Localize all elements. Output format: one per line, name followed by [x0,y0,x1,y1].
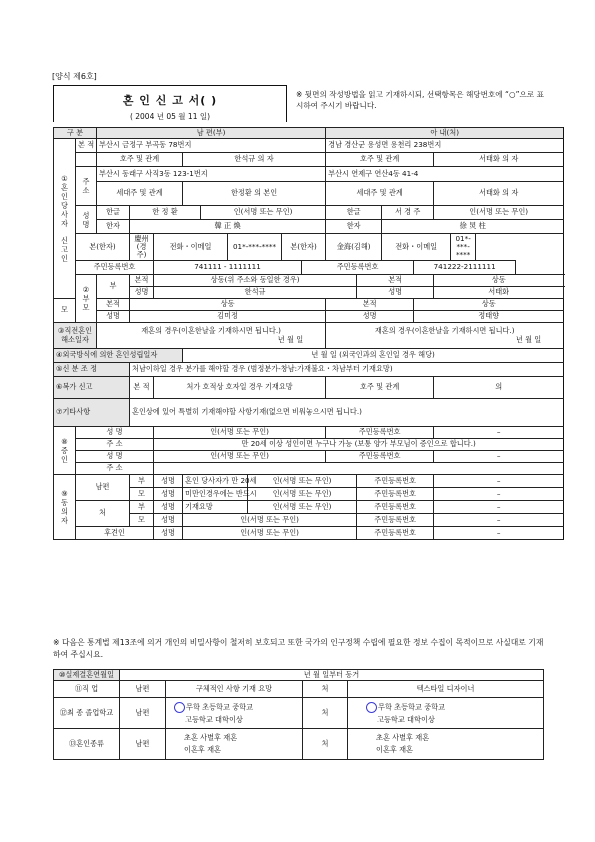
bon-label-bride: 본(한자) [282,234,326,261]
groom-bonjeok[interactable]: 부산시 금정구 부곡동 78번지 [97,139,326,153]
empty-cell [76,153,97,167]
witness2-sign[interactable]: 인(서명 또는 무인) [154,451,326,463]
consent-wm-rrn-label: 주민등록번호 [357,514,434,527]
guardian-sign[interactable]: 인(서명 또는 무인) [183,527,357,540]
consent-wf-name-label: 성명 [154,501,183,514]
witness1-rrn-label: 주민등록번호 [326,427,434,439]
occupation-husband-label: 남편 [120,681,166,698]
education-husband-label: 남편 [120,698,166,729]
prev-marriage-groom[interactable] [97,323,326,349]
bm-bonjeok-label: 본적 [326,299,414,311]
restore-hoju-value[interactable]: 의 [434,377,564,399]
consent-wf-sign[interactable]: 인(서명 또는 무인) [248,501,357,514]
education-husband-line1 [174,702,300,713]
consent-note-2: 미만인경우에는 반드시 [183,488,248,501]
consent-hf-sign[interactable]: 인(서명 또는 무인) [248,475,357,488]
consent-wf-label: 부 [130,501,154,514]
bride-sign[interactable]: 인(서명 또는 무인) [434,206,564,220]
education-wife-label: 처 [303,698,348,729]
education-husband-options2: 고등학교 대학이상 [185,714,243,724]
prev-marriage-groom-date: 년 월 일 [277,334,304,344]
bride-hoju[interactable]: 서태화 의 자 [434,153,564,167]
consent-hm-sign[interactable]: 인(서명 또는 무인) [248,488,357,501]
name-label: 성 명 [76,206,97,234]
gm-bonjeok-label: 본적 [97,299,130,311]
bonjeok-label: 본 적 [76,139,97,153]
bride-address[interactable]: 부산시 연제구 연산4동 41-4 [326,167,564,182]
side-label-consent-text: ⑨ 동 의 자 [61,489,68,525]
title-box [53,85,287,122]
side-label-parties-text: ① 혼 인 당 사 자 [61,174,68,228]
education-husband[interactable] [166,698,303,729]
witness2-rrn[interactable]: – [434,451,564,463]
marriage-type-wife[interactable] [348,729,544,760]
gf-name[interactable]: 한석규 [154,287,357,299]
groom-phone[interactable]: 01*-***-**** [228,234,282,261]
witness2-addr[interactable] [154,463,564,475]
side-label-parties [54,139,76,299]
bm-name-label: 성명 [326,311,414,323]
consent-wm-sign[interactable]: 인(서명 또는 무인) [183,514,357,527]
side-label-parents [76,275,97,323]
restore-hoju-label: 호주 및 관계 [326,377,434,399]
groom-address[interactable]: 부산시 동래구 사직3동 123-1번지 [97,167,326,182]
occupation-label: ⑪직 업 [54,681,120,698]
gm-name-label: 성명 [97,311,130,323]
marriage-type-husband-options2: 이혼후 재혼 [184,745,222,754]
gf-bonjeok[interactable]: 상동(위 주소와 동일한 경우) [154,275,357,287]
statistics-table [53,669,544,760]
restore-bonjeok-label: 본 적 [130,377,154,399]
groom-hoju[interactable]: 한석규 의 자 [183,153,326,167]
statistics-notice: ※ 다음은 통계법 제13조에 의거 개인의 비밀사항이 철저히 보호되고 또한 국가의 인구정책 수립에 필요한 정보 수집이 목적이므로 사실대로 기재하여 주십시요. [53,638,544,660]
hoju-label-bride: 호주 및 관계 [326,153,434,167]
bm-bonjeok[interactable]: 상동 [414,299,564,311]
occupation-husband[interactable]: 구체적인 사항 기재 요망 [166,681,303,698]
groom-sedae[interactable]: 한정환 의 본인 [183,182,326,206]
hanja-label-groom: 한자 [97,220,130,234]
mother-label: 모 [54,299,76,323]
consent-hf-rrn-label: 주민등록번호 [357,475,434,488]
gubun-header: 구 분 [54,128,97,139]
form-title: 혼 인 신 고 서( ) [122,94,218,107]
side-label-parents-text: ② 부 모 [82,285,90,312]
bon-label-groom: 본(한자) [76,234,130,261]
main-form-table [53,127,564,540]
gm-bonjeok[interactable]: 상동 [130,299,326,311]
occupation-wife[interactable]: 텍스타일 디자이너 [348,681,544,698]
side-label-consent [54,475,76,540]
bride-bon[interactable]: 金海(김해) [326,234,382,261]
education-label: ⑫최 종 졸업학교 [54,698,120,729]
consent-hm-name-label: 성명 [154,488,183,501]
bf-name-label: 성명 [357,287,434,299]
consent-hm-rrn[interactable]: – [434,488,564,501]
prev-marriage-label: ③직전혼인 해소일자 [54,323,97,349]
side-label-witness [54,427,76,475]
gm-name[interactable]: 김미정 [130,311,326,323]
groom-rrn[interactable]: 741111 - 1111111 [154,261,302,275]
prev-marriage-bride[interactable] [326,323,564,349]
guardian-name-label: 성명 [154,527,183,540]
bf-name[interactable]: 서태화 [434,287,564,299]
witness2-rrn-label: 주민등록번호 [326,451,434,463]
bf-bonjeok[interactable]: 상동 [434,275,564,287]
consent-wf-rrn-label: 주민등록번호 [357,501,434,514]
other-notes-label: ⑦기타사항 [54,399,130,427]
consent-husband-label: 남편 [76,475,130,501]
guardian-label: 후견인 [76,527,154,540]
sedae-label-bride: 세대주 및 관계 [326,182,434,206]
consent-wm-label: 모 [130,514,154,527]
bf-bonjeok-label: 본적 [357,275,434,287]
bride-rrn[interactable]: 741222-2111111 [414,261,516,275]
groom-sign[interactable]: 인(서명 또는 무인) [201,206,326,220]
consent-note-3: 기재요망 [183,501,248,514]
hangeul-label-bride: 한글 [326,206,382,220]
notice-text: ※ 뒷면의 작성방법을 읽고 기재하시되, 선택항목은 해당번호에 “○”으로 표시하여 주시기 바랍니다. [296,90,544,110]
gf-name-label: 성명 [130,287,154,299]
prev-marriage-bride-date: 년 월 일 [515,334,542,344]
restore-note[interactable]: 처가 호적상 호자일 경우 기재요망 [154,377,326,399]
bride-sedae[interactable]: 서태화 의 자 [434,182,564,206]
marriage-type-wife-options2: 이혼후 재혼 [376,745,414,754]
witness1-addr-label: 주 소 [76,439,154,451]
consent-hf-name-label: 성명 [154,475,183,488]
marriage-type-label: ⑬혼인종류 [54,729,120,760]
status-adjust-text[interactable]: 처남이하일 경우 분가를 해야할 경우 (범정분가-창남:가재불요・차남부터 기재요망) [130,363,564,377]
bride-header: 아 내(처) [326,128,564,139]
actual-marriage-date[interactable]: 년 월 일부터 동거 [120,670,544,681]
witness1-name-label: 성 명 [76,427,154,439]
gf-bonjeok-label: 본적 [130,275,154,287]
actual-marriage-label: ⑩실제결혼연월일 [54,670,120,681]
bride-name-kr[interactable]: 서 경 주 [382,206,434,220]
consent-hf-rrn[interactable]: – [434,475,564,488]
witness1-sign[interactable]: 인(서명 또는 무인) [154,427,326,439]
foreign-marriage-label: ④외국방식에 의한 혼인성립일자 [54,349,183,363]
consent-hm-rrn-label: 주민등록번호 [357,488,434,501]
rrn-label-groom: 주민등록번호 [76,261,154,275]
form-date: ( 2004 년 05 월 11 일) [129,112,211,121]
education-husband-options1: 무학 초등학교 중학교 [186,702,254,712]
consent-wm-name-label: 성명 [154,514,183,527]
hoju-label-groom: 호주 및 관계 [97,153,183,167]
prev-marriage-bride-note: 재혼의 경우(이혼한날을 기재하시면 됩니다.) [374,326,515,336]
marriage-type-husband[interactable] [166,729,303,760]
marriage-type-wife-options1: 초혼 사별후 재혼 [376,732,430,742]
phone-label-bride: 전화・이메일 [382,234,451,261]
consent-wife-label: 처 [76,501,130,527]
prev-marriage-groom-note: 재혼의 경우(이혼한날을 기재하시면 됩니다.) [141,326,281,336]
groom-header: 남 편(부) [97,128,326,139]
selection-circle-icon [174,702,185,713]
marriage-type-husband-label: 남편 [120,729,166,760]
hangeul-label-groom: 한글 [97,206,130,220]
bride-bonjeok[interactable]: 경남 경산군 용성면 용천리 238번지 [326,139,564,153]
consent-wf-rrn[interactable]: – [434,501,564,514]
occupation-wife-label: 처 [303,681,348,698]
restore-report-label: ⑥복가 신고 [54,377,130,399]
rrn-label-bride: 주민등록번호 [302,261,414,275]
phone-label-groom: 전화・이메일 [154,234,228,261]
education-wife-line1 [366,702,541,713]
witness2-name-label: 성 명 [76,451,154,463]
groom-name-kr[interactable]: 한 정 환 [130,206,201,220]
guardian-rrn[interactable]: – [434,527,564,540]
witness2-addr-label: 주 소 [76,463,154,475]
bm-name[interactable]: 정태향 [414,311,564,323]
education-wife-options1: 무학 초등학교 중학교 [378,702,446,712]
education-wife-options2: 고등학교 대학이상 [377,714,435,724]
consent-hm-label: 모 [130,488,154,501]
bride-name-hanja[interactable]: 徐 炅 柱 [382,220,564,234]
other-notes-text[interactable]: 혼인상에 있어 특별히 기재해야할 사항기재(없으면 비워놓으시면 됩니다.) [130,399,564,427]
bride-phone[interactable]: 01*-***-**** [451,234,476,261]
father-label: 부 [97,275,130,299]
marriage-type-husband-options1: 초혼 사별후 재혼 [184,732,238,742]
consent-hf-label: 부 [130,475,154,488]
selection-circle-icon [366,702,377,713]
guardian-rrn-label: 주민등록번호 [357,527,434,540]
consent-wm-rrn[interactable]: – [434,514,564,527]
sedae-label-groom: 세대주 및 관계 [97,182,183,206]
consent-note-1: 혼인 당사자가 만 20세 [183,475,248,488]
education-wife[interactable] [348,698,544,729]
side-label-reporter-text: 신 고 인 [61,236,68,263]
marriage-type-wife-label: 처 [303,729,348,760]
status-adjust-label: ⑤신 분 조 정 [54,363,130,377]
form-label: [양식 제6호] [52,72,97,81]
groom-name-hanja[interactable]: 韓 正 煥 [130,220,326,234]
foreign-marriage-date[interactable]: 년 월 일 (외국인과의 혼인일 경우 해당) [183,349,564,363]
witness1-rrn[interactable]: – [434,427,564,439]
side-label-witness-text: ⑧ 증 인 [61,437,68,464]
juso-label: 주 소 [76,167,97,206]
witness1-addr[interactable]: 만 20세 이상 성인이면 누구나 가능 (보통 양가 부모님이 증인으로 합니다.) [154,439,564,451]
groom-bon[interactable]: 慶州(경주) [130,234,154,261]
hanja-label-bride: 한자 [326,220,382,234]
